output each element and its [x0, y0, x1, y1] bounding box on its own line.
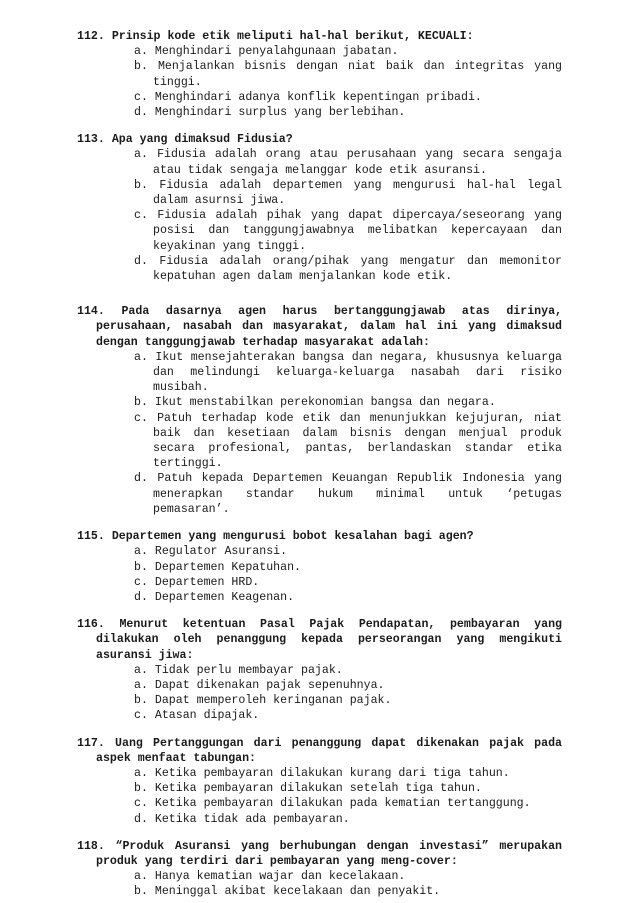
- option-a: [134, 350, 562, 396]
- option-text: Menghindari adanya konflik kepentingan pribadi.: [154, 90, 482, 104]
- option-letter: b.: [134, 694, 148, 708]
- option-letter: d.: [134, 812, 148, 826]
- option-letter: a.: [134, 148, 148, 162]
- option-letter: c.: [134, 411, 148, 425]
- option-d: [134, 471, 562, 517]
- option-b: [134, 781, 562, 796]
- question-text: Pada dasarnya agen harus bertanggungjawab atas dirinya, perusahaan, nasabah dan masyarakat, dalam hal ini yang dimaksud dengan tanggungjawab terhadap masyarakat adalah:: [96, 305, 562, 349]
- question-stem: [77, 529, 562, 544]
- option-text: Menghindari surplus yang berlebihan.: [154, 106, 406, 120]
- option-letter: b.: [134, 782, 148, 796]
- option-c: [134, 575, 562, 590]
- question-stem: [77, 839, 562, 869]
- option-letter: d.: [134, 590, 148, 604]
- question-stem: [77, 29, 562, 44]
- option-text: Ketika tidak ada pembayaran.: [154, 812, 350, 826]
- option-b: [134, 693, 562, 708]
- question-stem: [77, 304, 562, 350]
- option-letter: a.: [134, 663, 148, 677]
- question-text: Prinsip kode etik meliputi hal-hal berikut, KECUALI:: [111, 30, 474, 43]
- option-a: [134, 44, 562, 59]
- option-c: [134, 90, 562, 105]
- option-b: [134, 178, 562, 208]
- option-letter: a.: [134, 766, 148, 780]
- option-d: [134, 590, 562, 605]
- option-c: [134, 208, 562, 254]
- option-letter: a.: [134, 45, 148, 59]
- question-number: 117.: [77, 736, 105, 750]
- option-d: [134, 105, 562, 120]
- option-list: [77, 766, 562, 827]
- option-text: Ikut mensejahterakan bangsa dan negara, khususnya keluarga dan melindungi keluarga-keluarga nasabah dari risiko musibah.: [153, 350, 562, 395]
- option-text: Patuh kepada Departemen Keuangan Republik Indonesia yang menerapkan standar hukum minimal untuk ‘petugas pemasaran’.: [153, 472, 562, 516]
- option-text: Meninggal akibat kecelakaan dan penyakit.: [154, 885, 441, 899]
- option-letter: a.: [134, 545, 148, 559]
- option-text: Regulator Asuransi.: [154, 545, 288, 559]
- option-b: [134, 395, 562, 410]
- option-a-second: [134, 678, 562, 693]
- option-list: [77, 544, 562, 605]
- option-d: [134, 254, 562, 284]
- option-text: Hanya kematian wajar dan kecelakaan.: [154, 870, 406, 884]
- option-list: [77, 663, 562, 724]
- option-letter: b.: [134, 885, 148, 899]
- option-a: [134, 869, 562, 884]
- option-c: [134, 708, 562, 723]
- option-text: Dapat dikenakan pajak sepenuhnya.: [154, 678, 385, 692]
- option-text: Ketika pembayaran dilakukan pada kematian tertanggung.: [154, 797, 531, 811]
- question-text: Departemen yang mengurusi bobot kesalahan bagi agen?: [111, 530, 474, 544]
- option-list: [77, 44, 562, 120]
- question-number: 118.: [77, 839, 105, 853]
- question-text: Apa yang dimaksud Fidusia?: [111, 133, 293, 147]
- option-text: Fidusia adalah orang/pihak yang mengatur dan memonitor kepatuhan agen dalam menjalankan kode etik.: [153, 254, 562, 284]
- question-stem: [77, 132, 562, 147]
- option-letter: b.: [134, 560, 148, 574]
- option-text: Ketika pembayaran dilakukan kurang dari tiga tahun.: [154, 766, 510, 780]
- option-text: Departemen Kepatuhan.: [154, 560, 301, 574]
- option-b: [134, 884, 562, 899]
- question-stem: [77, 736, 562, 766]
- option-text: Fidusia adalah pihak yang dapat dipercaya/seseorang yang posisi dan tanggungjawabnya melibatkan kepercayaan dan keyakinan yang tinggi.: [153, 209, 562, 253]
- question-114: [77, 304, 562, 517]
- question-118: [77, 839, 562, 900]
- option-a: [134, 544, 562, 559]
- option-letter: a.: [134, 350, 148, 364]
- question-number: 114.: [77, 305, 105, 319]
- question-117: [77, 736, 562, 827]
- option-list: [77, 869, 562, 899]
- question-text: Menurut ketentuan Pasal Pajak Pendapatan, pembayaran yang dilakukan oleh penanggung kepada perseorangan yang mengikuti asuransi jiwa:: [96, 618, 562, 662]
- option-letter: d.: [134, 254, 148, 268]
- option-letter: a.: [134, 870, 148, 884]
- option-letter: c.: [134, 90, 148, 104]
- option-letter: c.: [134, 209, 148, 223]
- option-letter: c.: [134, 797, 148, 811]
- question-number: 112.: [77, 30, 105, 43]
- question-115: [77, 529, 562, 605]
- option-c: [134, 796, 562, 811]
- option-letter: d.: [134, 472, 148, 486]
- option-text: Departemen Keagenan.: [154, 590, 295, 604]
- question-text: Uang Pertanggungan dari penanggung dapat dikenakan pajak pada aspek menfaat tabungan:: [96, 736, 562, 765]
- option-letter: b.: [134, 60, 148, 74]
- option-text: Departemen HRD.: [154, 575, 260, 589]
- option-text: Menghindari penyalahgunaan jabatan.: [154, 45, 399, 59]
- question-stem: [77, 617, 562, 663]
- option-text: Menjalankan bisnis dengan niat baik dan integritas yang tinggi.: [153, 60, 562, 89]
- option-text: Fidusia adalah orang atau perusahaan yang secara sengaja atau tidak sengaja melanggar kode etik asuransi.: [153, 148, 562, 177]
- option-letter: c.: [134, 709, 148, 723]
- question-number: 113.: [77, 133, 105, 147]
- question-112: [77, 29, 562, 120]
- option-b: [134, 560, 562, 575]
- option-letter: d.: [134, 106, 148, 120]
- option-letter: c.: [134, 575, 148, 589]
- question-number: 115.: [77, 530, 105, 544]
- option-list: [77, 350, 562, 517]
- option-text: Tidak perlu membayar pajak.: [154, 663, 343, 677]
- option-d: [134, 812, 562, 827]
- option-letter: a.: [134, 678, 148, 692]
- option-text: Fidusia adalah departemen yang mengurusi hal-hal legal dalam asurnsi jiwa.: [153, 178, 562, 208]
- option-b: [134, 59, 562, 89]
- option-text: Ikut menstabilkan perekonomian bangsa dan negara.: [154, 396, 496, 410]
- option-a: [134, 663, 562, 678]
- option-a: [134, 147, 562, 177]
- option-a: [134, 766, 562, 781]
- question-116: [77, 617, 562, 723]
- question-113: [77, 132, 562, 284]
- option-text: Atasan dipajak.: [154, 709, 260, 723]
- option-c: [134, 411, 562, 472]
- option-text: Dapat memperoleh keringanan pajak.: [154, 694, 392, 708]
- question-number: 116.: [77, 618, 105, 632]
- option-letter: b.: [134, 396, 148, 410]
- option-list: [77, 147, 562, 284]
- option-text: Patuh terhadap kode etik dan menunjukkan kejujuran, niat baik dan kesetiaan dalam bisnis dengan menjual produk secara profesional, pantas, berlandaskan standar etika tertinggi.: [153, 411, 562, 471]
- option-text: Ketika pembayaran dilakukan setelah tiga tahun.: [154, 782, 482, 796]
- question-text: “Produk Asuransi yang berhubungan dengan investasi” merupakan produk yang terdiri dari pembayaran yang meng-cover:: [96, 839, 562, 868]
- option-letter: b.: [134, 178, 148, 192]
